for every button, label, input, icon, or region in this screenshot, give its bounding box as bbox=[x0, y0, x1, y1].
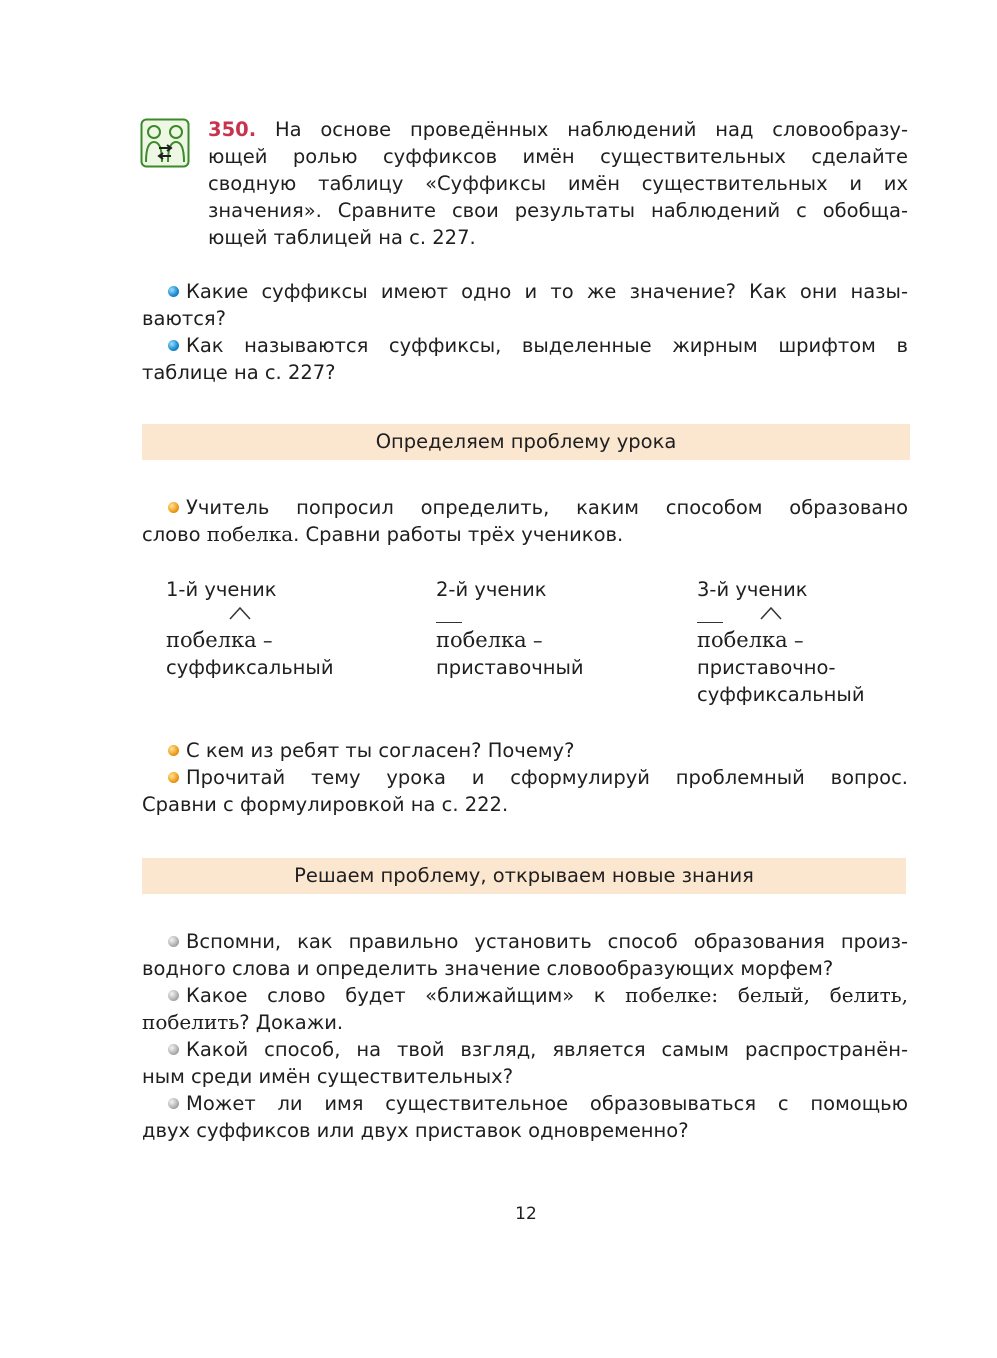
bullet-icon bbox=[168, 1098, 179, 1109]
exercise-number: 350. bbox=[208, 118, 257, 141]
exercise-line: ющей таблицей на с. 227. bbox=[208, 226, 476, 249]
question-line: Вспомни, как правильно установить способ образования произ- bbox=[142, 928, 908, 955]
question-line: Какой способ, на твой взгляд, является самым распространён- bbox=[142, 1036, 908, 1063]
question-bold-suffixes bbox=[142, 332, 908, 386]
question-line: двух суффиксов или двух приставок одновременно? bbox=[142, 1119, 689, 1142]
suffix-mark-icon bbox=[228, 606, 252, 620]
bullet-icon bbox=[168, 340, 179, 351]
task-line: слово побелка. Сравни работы трёх учеников. bbox=[142, 522, 624, 546]
task-paragraph bbox=[142, 494, 908, 548]
prefix-mark-icon bbox=[436, 622, 462, 623]
question-nearest-word bbox=[142, 982, 908, 1036]
question-suffix-meaning bbox=[142, 278, 908, 332]
bullet-icon bbox=[168, 772, 179, 783]
suffix-mark-icon bbox=[759, 606, 783, 620]
student-1-answer: побелка – суффиксальный bbox=[166, 627, 334, 681]
exercise-line: ющей ролью суффиксов имён существительных сделайте bbox=[208, 145, 908, 168]
prefix-mark-icon bbox=[697, 622, 723, 623]
exercise-line: 350. На основе проведённых наблюдений над словообразу- bbox=[208, 118, 908, 141]
student-2-header: 2-й ученик bbox=[436, 578, 547, 601]
question-line: Может ли имя существительное образовываться с помощью bbox=[142, 1090, 908, 1117]
exercise-line: значения». Сравните свои результаты наблюдений с обобща- bbox=[208, 199, 908, 222]
student-1-header: 1-й ученик bbox=[166, 578, 277, 601]
task-line: Учитель попросил определить, каким способом образовано bbox=[142, 494, 908, 521]
bullet-icon bbox=[168, 936, 179, 947]
exercise-350 bbox=[208, 116, 908, 251]
question-line: водного слова и определить значение словообразующих морфем? bbox=[142, 957, 834, 980]
question-line: Как называются суффиксы, выделенные жирным шрифтом в bbox=[142, 332, 908, 359]
bullet-icon bbox=[168, 745, 179, 756]
bullet-icon bbox=[168, 286, 179, 297]
question-line: ным среди имён существительных? bbox=[142, 1065, 514, 1088]
morpheme-word: побелка bbox=[436, 628, 527, 652]
exercise-line: сводную таблицу «Суффиксы имён существительных и их bbox=[208, 172, 908, 195]
morpheme-word: побелка bbox=[697, 628, 788, 652]
question-remember bbox=[142, 928, 908, 982]
bullet-icon bbox=[168, 990, 179, 1001]
bullet-icon bbox=[168, 502, 179, 513]
question-line: Какое слово будет «ближайщим» к побелке: белый, белить, bbox=[142, 982, 908, 1009]
question-line: Какие суффиксы имеют одно и то же значение? Как они назы- bbox=[142, 278, 908, 305]
question-common-method bbox=[142, 1036, 908, 1090]
pair-work-icon bbox=[140, 118, 190, 168]
morpheme-word: побелка bbox=[166, 628, 257, 652]
bullet-icon bbox=[168, 1044, 179, 1055]
question-line: Прочитай тему урока и сформулируй проблемный вопрос. bbox=[142, 764, 908, 791]
section-banner-solve: Решаем проблему, открываем новые знания bbox=[142, 858, 906, 894]
question-line: ваются? bbox=[142, 307, 227, 330]
example-words: побелке: белый, белить, bbox=[625, 983, 908, 1007]
section-banner-problem: Определяем проблему урока bbox=[142, 424, 910, 460]
example-word: побелка bbox=[206, 522, 294, 546]
question-agree bbox=[142, 737, 908, 764]
question-two-suffixes bbox=[142, 1090, 908, 1144]
example-word: побелить bbox=[142, 1010, 240, 1034]
student-2-answer: побелка – приставочный bbox=[436, 627, 584, 681]
question-line: С кем из ребят ты согласен? Почему? bbox=[142, 737, 908, 764]
student-3-header: 3-й ученик bbox=[697, 578, 808, 601]
question-formulate bbox=[142, 764, 908, 818]
page-number: 12 bbox=[515, 1204, 537, 1224]
question-line: Сравни с формулировкой на с. 222. bbox=[142, 793, 509, 816]
student-3-answer: побелка – приставочно- суффиксальный bbox=[697, 627, 865, 708]
question-line: таблице на с. 227? bbox=[142, 361, 336, 384]
question-line: побелить? Докажи. bbox=[142, 1010, 344, 1034]
